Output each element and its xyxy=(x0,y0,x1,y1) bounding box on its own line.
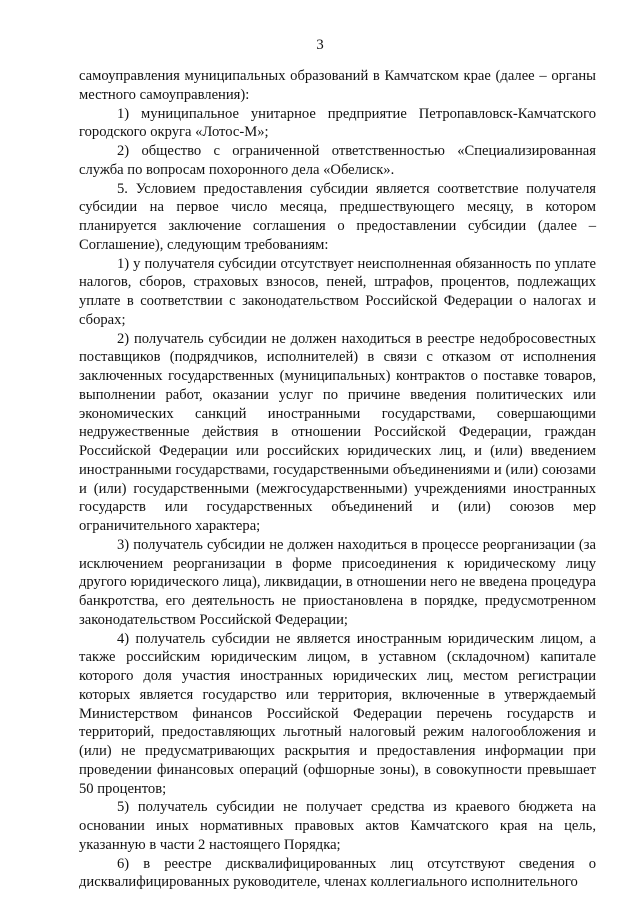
paragraph-item-2-obelisk: 2) общество с ограниченной ответственностью «Специализированная служба по вопросам похоронного дела «Обелиск». xyxy=(79,143,596,178)
paragraph-requirement-3: 3) получатель субсидии не должен находиться в процессе реорганизации (за исключением реорганизации в форме присоединения к юридическому лицу другого юридического лица), ликвидации, в отношении него не введена процедура банкротства, его деятельность не приостановлена в порядке, предусмотренном законодательством Российской Федерации; xyxy=(79,536,596,628)
page-number: 3 xyxy=(316,37,324,53)
paragraph-continuation: самоуправления муниципальных образований в Камчатском крае (далее – органы местного самоуправления): xyxy=(79,68,596,103)
paragraph-item-1-lotos: 1) муниципальное унитарное предприятие Петропавловск-Камчатского городского округа «Лотос-М»; xyxy=(79,105,596,141)
paragraph-requirement-1: 1) у получателя субсидии отсутствует неисполненная обязанность по уплате налогов, сборов, страховых взносов, пеней, штрафов, процентов, подлежащих уплате в соответствии с законодательством Российской Федерации о налогах и сборах; xyxy=(79,255,596,328)
document-body xyxy=(79,67,596,892)
paragraph-requirement-5: 5) получатель субсидии не получает средства из краевого бюджета на основании иных нормативных правовых актов Камчатского края на цель, указанную в части 2 настоящего Порядка; xyxy=(79,799,596,853)
paragraph-requirement-2: 2) получатель субсидии не должен находиться в реестре недобросовестных поставщиков (подрядчиков, исполнителей) в связи с отказом от исполнения заключенных государственных (муниципальных) контрактов о поставке товаров, выполнении работ, оказании услуг по причине введения политических или экономических санкций иностранными государствами, совершающими недружественные действия в отношении Российской Федерации, граждан Российской Федерации или российских юридических лиц, и (или) введением иностранными государствами, государственными объединениями и (или) союзами и (или) государственными (межгосударственными) учреждениями иностранных государств или государственных объединений и (или) союзов мер ограничительного характера; xyxy=(79,330,596,534)
paragraph-clause-5: 5. Условием предоставления субсидии является соответствие получателя субсидии на первое число месяца, предшествующего месяцу, в котором планируется заключение соглашения о предоставлении субсидии (далее – Соглашение), следующим требованиям: xyxy=(79,180,596,253)
paragraph-requirement-4: 4) получатель субсидии не является иностранным юридическим лицом, а также российским юридическим лицом, в уставном (складочном) капитале которого доля участия иностранных юридических лиц, местом регистрации которых является государство или территория, включенные в утверждаемый Министерством финансов Российской Федерации перечень государств и территорий, предоставляющих льготный налоговый режим налогообложения и (или) не предусматривающих раскрытия и предоставления информации при проведении финансовых операций (офшорные зоны), в совокупности превышает 50 процентов; xyxy=(79,630,596,797)
paragraph-requirement-6: 6) в реестре дисквалифицированных лиц отсутствуют сведения о дисквалифицированных руководителе, членах коллегиального исполнительного xyxy=(79,855,596,891)
